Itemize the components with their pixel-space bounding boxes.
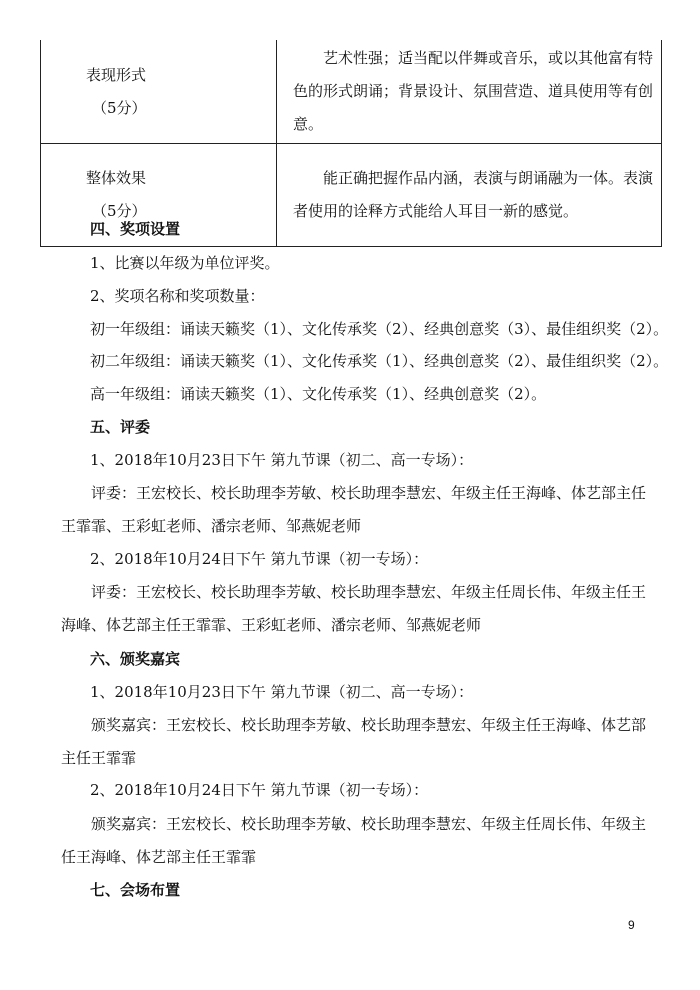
judges-session-1: 1、2018年10月23日下午 第九节课（初二、高一专场）：: [90, 451, 474, 469]
table-row: [41, 40, 662, 144]
awards-grade-3: 高一年级组：诵读天籁奖（1）、文化传承奖（1）、经典创意奖（2）。: [90, 385, 547, 403]
judges-session-2: 2、2018年10月24日下午 第九节课（初一专场）：: [90, 550, 429, 568]
judges-list-1: 评委：王宏校长、校长助理李芳敏、校长助理李慧宏、年级主任王海峰、体艺部主任王霏霏、王彩虹老师、潘宗老师、邹燕妮老师: [61, 484, 647, 535]
criterion-score: （5分）: [92, 98, 147, 117]
awards-item-2: 2、奖项名称和奖项数量：: [90, 287, 265, 305]
awards-item-1: 1、比赛以年级为单位评奖。: [90, 254, 280, 272]
guests-session-2: 2、2018年10月24日下午 第九节课（初一专场）：: [90, 781, 429, 799]
guests-list-2: 颁奖嘉宾：王宏校长、校长助理李芳敏、校长助理李慧宏、年级主任周长伟、年级主任王海峰、体艺部主任王霏霏: [61, 815, 647, 866]
criterion-name: 表现形式: [86, 65, 147, 84]
judges-list-2: 评委：王宏校长、校长助理李芳敏、校长助理李慧宏、年级主任周长伟、年级主任王海峰、体艺部主任王霏霏、王彩虹老师、潘宗老师、邹燕妮老师: [61, 583, 647, 634]
guests-session-1: 1、2018年10月23日下午 第九节课（初二、高一专场）：: [90, 683, 474, 701]
awards-grade-1: 初一年级组：诵读天籁奖（1）、文化传承奖（2）、经典创意奖（3）、最佳组织奖（2）。: [90, 320, 669, 338]
criterion-cell: [41, 40, 277, 144]
page-number: 9: [628, 918, 635, 932]
section-heading-guests: 六、颁奖嘉宾: [90, 650, 181, 668]
awards-grade-2: 初二年级组：诵读天籁奖（1）、文化传承奖（1）、经典创意奖（2）、最佳组织奖（2）。: [90, 352, 669, 370]
criterion-name: 整体效果: [86, 169, 147, 187]
criterion-description: 艺术性强；适当配以伴舞或音乐，或以其他富有特色的形式朗诵；背景设计、氛围营造、道具使用等有创意。: [277, 40, 662, 144]
scoring-criteria-table: [40, 40, 662, 247]
criterion-description: 能正确把握作品内涵，表演与朗诵融为一体。表演者使用的诠释方式能给人耳目一新的感觉。: [277, 144, 662, 247]
section-heading-awards: 四、奖项设置: [90, 220, 181, 238]
guests-list-1: 颁奖嘉宾：王宏校长、校长助理李芳敏、校长助理李慧宏、年级主任王海峰、体艺部主任王霏霏: [61, 716, 647, 767]
section-heading-venue: 七、会场布置: [90, 881, 181, 899]
criterion-score: （5分）: [92, 202, 147, 220]
section-heading-judges: 五、评委: [90, 418, 151, 436]
